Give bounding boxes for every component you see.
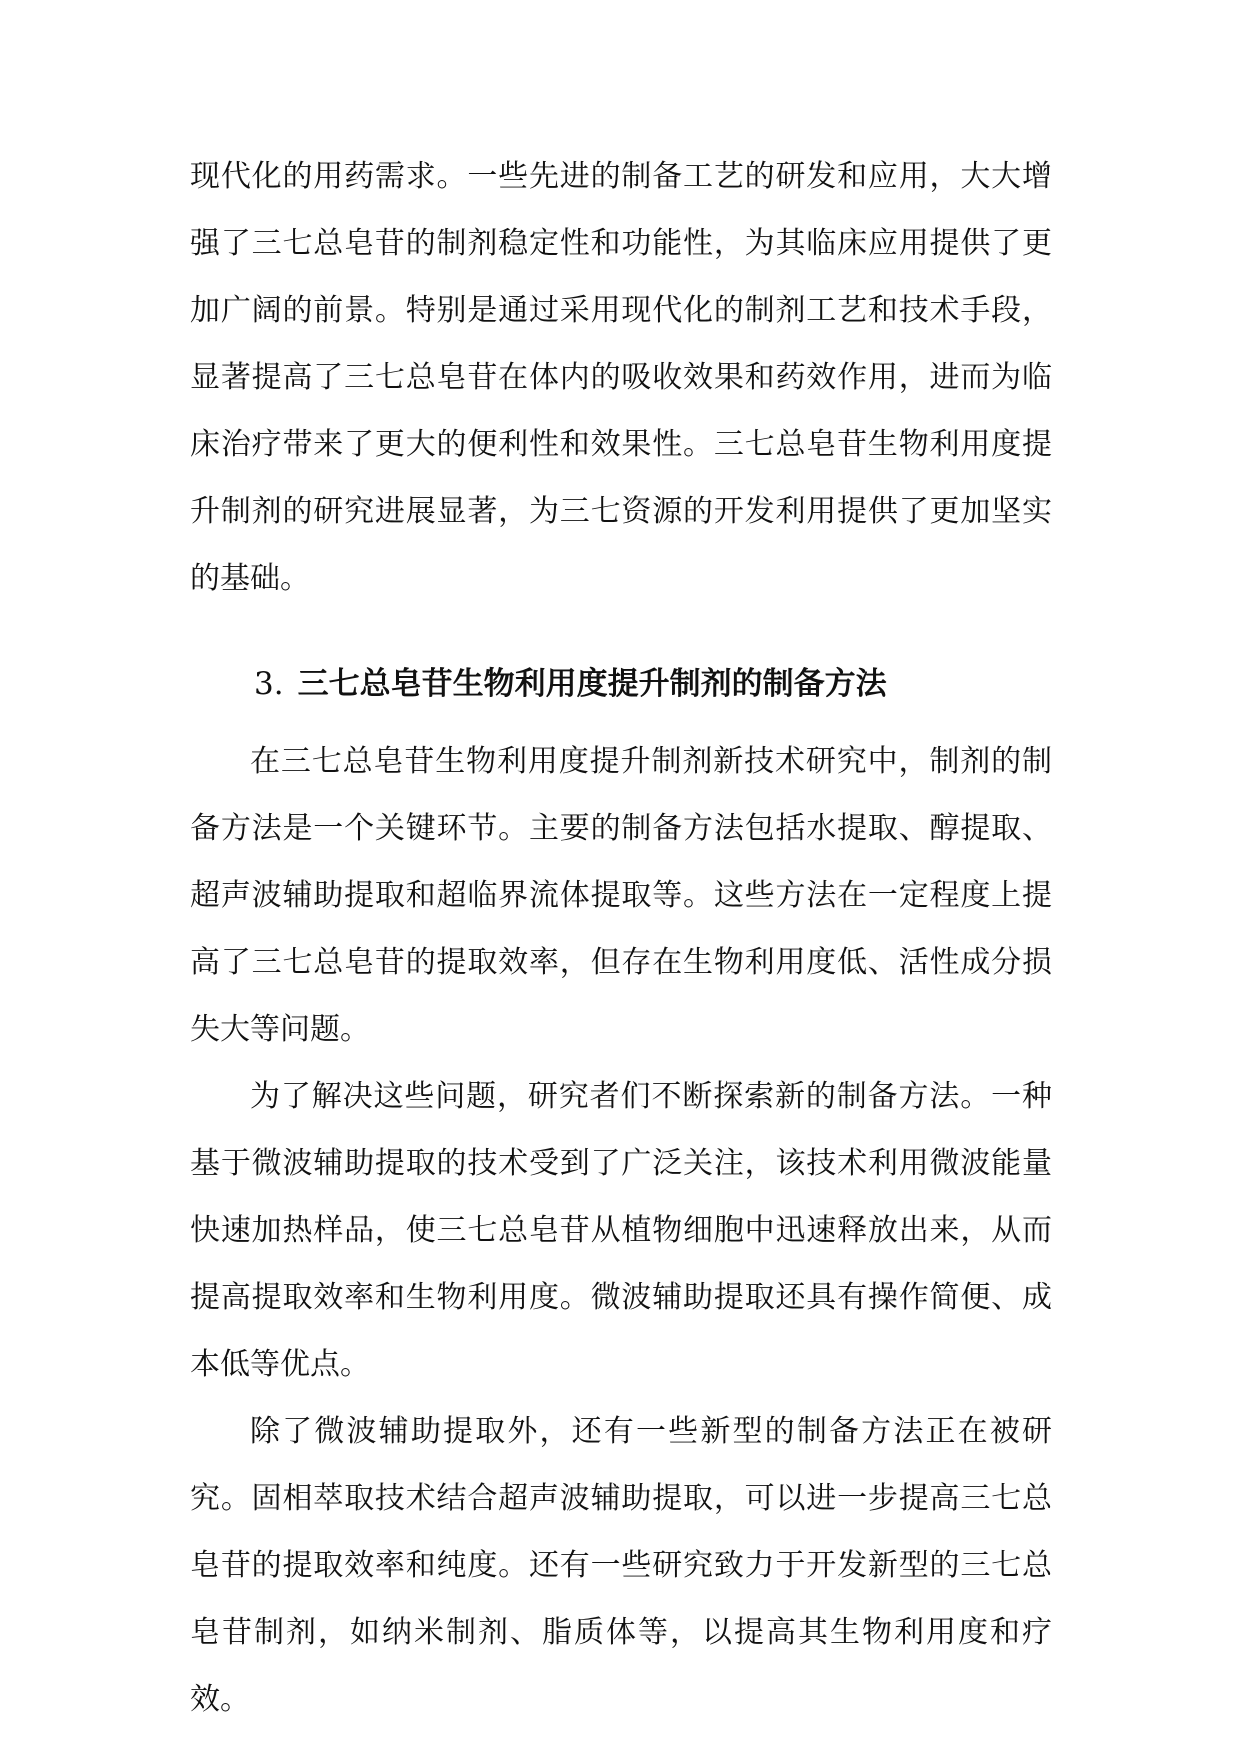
continued-paragraph: 现代化的用药需求。一些先进的制备工艺的研发和应用，大大增强了三七总皂苷的制剂稳定性和功能性，为其临床应用提供了更加广阔的前景。特别是通过采用现代化的制剂工艺和技术手段，显著提高了三七总皂苷在体内的吸收效果和药效作用，进而为临床治疗带来了更大的便利性和效果性。三七总皂苷生物利用度提升制剂的研究进展显著，为三七资源的开发利用提供了更加坚实的基础。 [190, 159, 1052, 596]
body-paragraph-2: 为了解决这些问题，研究者们不断探索新的制备方法。一种基于微波辅助提取的技术受到了广泛关注，该技术利用微波能量快速加热样品，使三七总皂苷从植物细胞中迅速释放出来，从而提高提取效率和生物利用度。微波辅助提取还具有操作简便、成本低等优点。 [190, 1079, 1052, 1382]
body-paragraph-1: 在三七总皂苷生物利用度提升制剂新技术研究中，制剂的制备方法是一个关键环节。主要的制备方法包括水提取、醇提取、超声波辅助提取和超临界流体提取等。这些方法在一定程度上提高了三七总皂苷的提取效率，但存在生物利用度低、活性成分损失大等问题。 [190, 744, 1052, 1047]
section-number: 3. [254, 666, 284, 702]
section-title: 三七总皂苷生物利用度提升制剂的制备方法 [297, 666, 887, 702]
document-body [190, 143, 1052, 1733]
section-heading [190, 651, 1052, 718]
body-paragraph-3: 除了微波辅助提取外，还有一些新型的制备方法正在被研究。固相萃取技术结合超声波辅助提取，可以进一步提高三七总皂苷的提取效率和纯度。还有一些研究致力于开发新型的三七总皂苷制剂，如纳米制剂、脂质体等，以提高其生物利用度和疗效。 [190, 1414, 1052, 1717]
